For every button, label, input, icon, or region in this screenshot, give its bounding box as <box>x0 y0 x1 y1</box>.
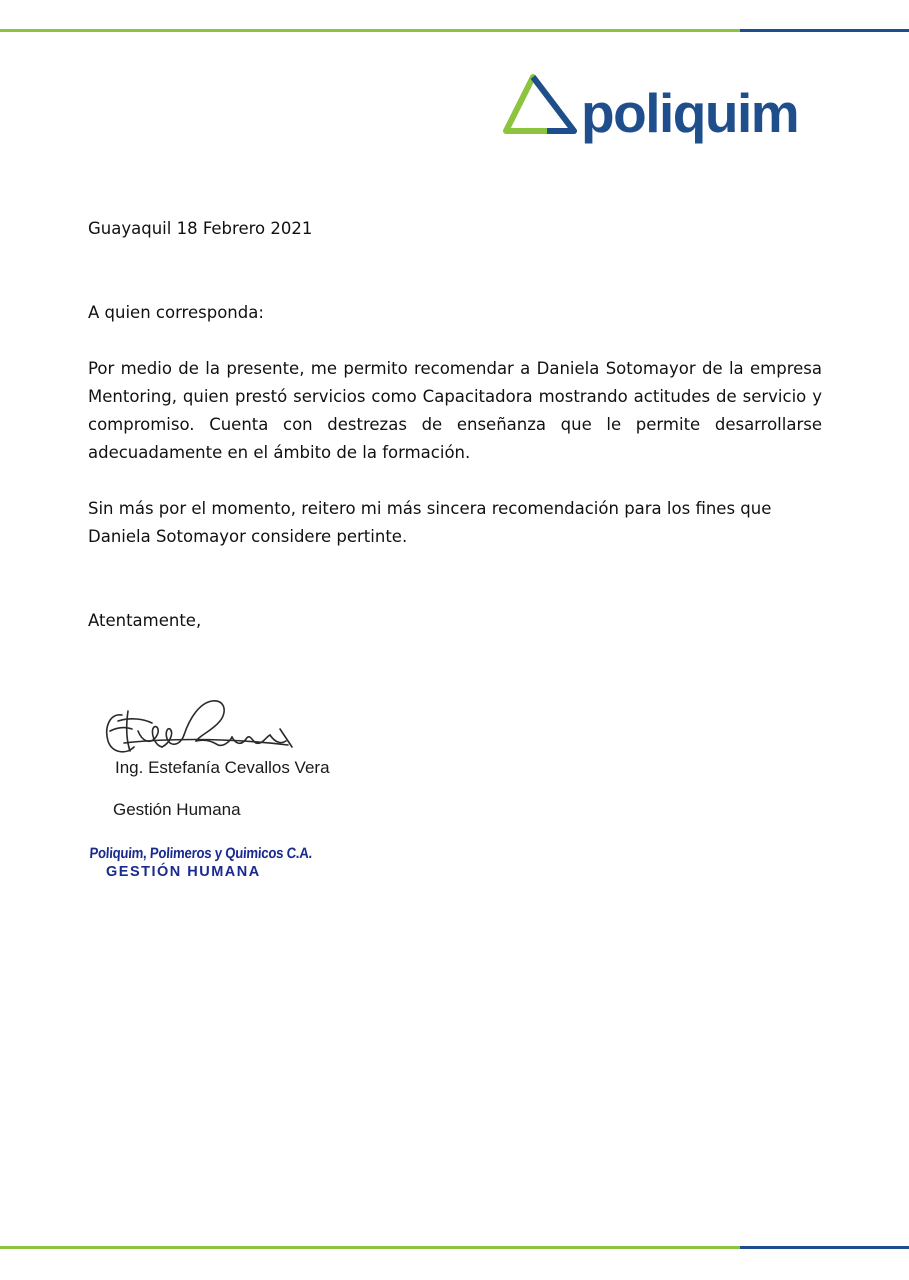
logo-wordmark: poliquim <box>581 82 799 144</box>
letter-body-paragraph-2: Sin más por el momento, reitero mi más sincera recomendación para los fines que Daniela Sotomayor considere pertinte. <box>88 499 772 546</box>
bottom-accent-bar-blue <box>740 1246 909 1249</box>
top-accent-bar-green <box>0 29 740 32</box>
letter-closing: Atentamente, <box>88 611 202 630</box>
signatory-department: Gestión Humana <box>113 800 241 819</box>
bottom-accent-bar <box>0 1246 909 1249</box>
poliquim-logo <box>503 70 823 150</box>
top-accent-bar-blue <box>740 29 909 32</box>
bottom-accent-bar-green <box>0 1246 740 1249</box>
stamp-company-name: Poliquim, Polimeros y Quimicos C.A. <box>88 845 313 862</box>
top-accent-bar <box>0 29 909 32</box>
stamp-department: GESTIÓN HUMANA <box>106 864 261 880</box>
letter-body-paragraph-1: Por medio de la presente, me permito recomendar a Daniela Sotomayor de la empresa Mentoring, quien prestó servicios como Capacitadora mostrando actitudes de servicio y compromiso. Cuenta con destrezas de enseñanza que le permite desarrollarse adecuadamente en el ámbito de la formación. <box>88 359 822 462</box>
logo-triangle-accent <box>533 77 574 131</box>
signatory-name: Ing. Estefanía Cevallos Vera <box>115 758 330 777</box>
letter-date: Guayaquil 18 Febrero 2021 <box>88 219 313 238</box>
letter-salutation: A quien corresponda: <box>88 303 264 322</box>
company-stamp <box>88 845 313 880</box>
handwritten-signature <box>100 697 300 767</box>
